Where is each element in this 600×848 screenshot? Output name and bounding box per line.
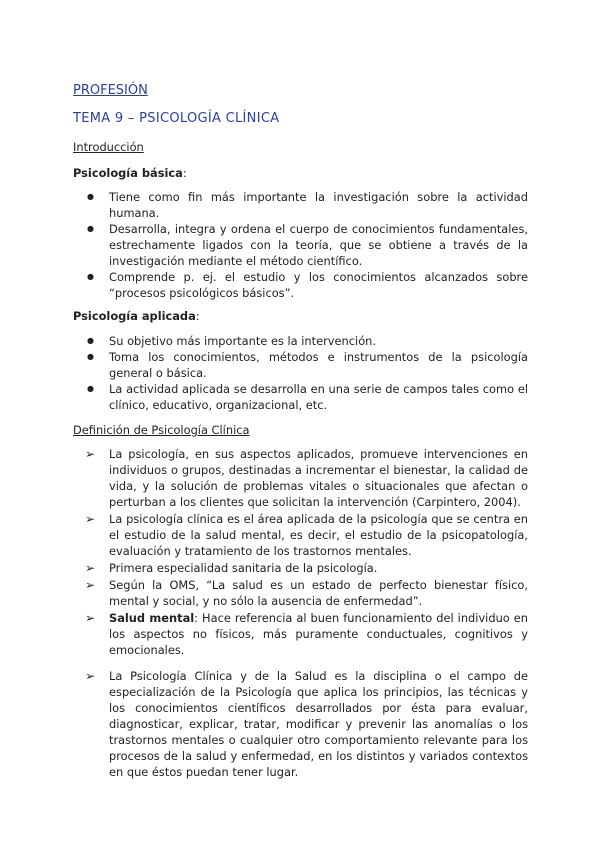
list-item: ➢ La psicología, en sus aspectos aplicados, promueve intervenciones en individuos o grupos, destinadas a incrementar el bienestar, la calidad de vida, y la solución de problemas vitales o situacionales que afectan o perturban a los clientes que solicitan la intervención (Carpintero, 2004). xyxy=(73,446,528,510)
intro-heading: Introducción xyxy=(73,140,144,154)
list-item: ● La actividad aplicada se desarrolla en una serie de campos tales como el clínico, educativo, organizacional, etc. xyxy=(73,381,528,413)
heading-profesion: PROFESIÓN xyxy=(73,83,148,98)
basic-heading xyxy=(73,165,528,181)
list-item: ● Desarrolla, integra y ordena el cuerpo de conocimientos fundamentales, estrechamente ligados con la teoría, que se obtiene a través de la investigación mediante el método científico. xyxy=(73,221,528,269)
topic-title: TEMA 9 – PSICOLOGÍA CLÍNICA xyxy=(73,111,280,126)
list-item-mental-health xyxy=(73,610,528,658)
list-item: ● Su objetivo más importante es la intervención. xyxy=(73,333,528,349)
list-item: ➢ La Psicología Clínica y de la Salud es la disciplina o el campo de especialización de la Psicología que aplica los principios, las técnicas y los conocimientos científicos desarrollados por ésta para evaluar, diagnosticar, explicar, tratar, modificar y prevenir las anomalías o los trastornos mentales o cualquier otro comportamiento relevante para los procesos de la salud y enfermedad, en los distintos y variados contextos en que éstos puedan tener lugar. xyxy=(73,668,528,780)
definition-heading: Definición de Psicología Clínica xyxy=(73,423,250,437)
list-item: ➢ Según la OMS, “La salud es un estado de perfecto bienestar físico, mental y social, y no sólo la ausencia de enfermedad”. xyxy=(73,577,528,609)
applied-list xyxy=(73,333,528,413)
applied-title: Psicología aplicada xyxy=(73,309,196,323)
list-item: ● Comprende p. ej. el estudio y los conocimientos alcanzados sobre “procesos psicológicos básicos”. xyxy=(73,269,528,301)
list-item: ➢ Primera especialidad sanitaria de la psicología. xyxy=(73,560,528,576)
mental-health-label: Salud mental xyxy=(109,611,195,625)
list-item: ● Toma los conocimientos, métodos e instrumentos de la psicología general o básica. xyxy=(73,349,528,381)
mental-health-text: : Hace referencia al buen funcionamiento del individuo en los aspectos no físicos, más puramente conductuales, cognitivos y emocionales. xyxy=(109,611,529,657)
basic-list xyxy=(73,189,528,301)
list-item: ➢ La psicología clínica es el área aplicada de la psicología que se centra en el estudio de la salud mental, es decir, el estudio de la psicopatología, evaluación y tratamiento de los trastornos mentales. xyxy=(73,511,528,559)
applied-heading xyxy=(73,308,528,324)
basic-colon: : xyxy=(182,166,187,180)
basic-title: Psicología básica xyxy=(73,166,183,180)
definition-list xyxy=(73,446,528,781)
list-item: ● Tiene como fin más importante la investigación sobre la actividad humana. xyxy=(73,189,528,221)
applied-colon: : xyxy=(195,309,200,323)
